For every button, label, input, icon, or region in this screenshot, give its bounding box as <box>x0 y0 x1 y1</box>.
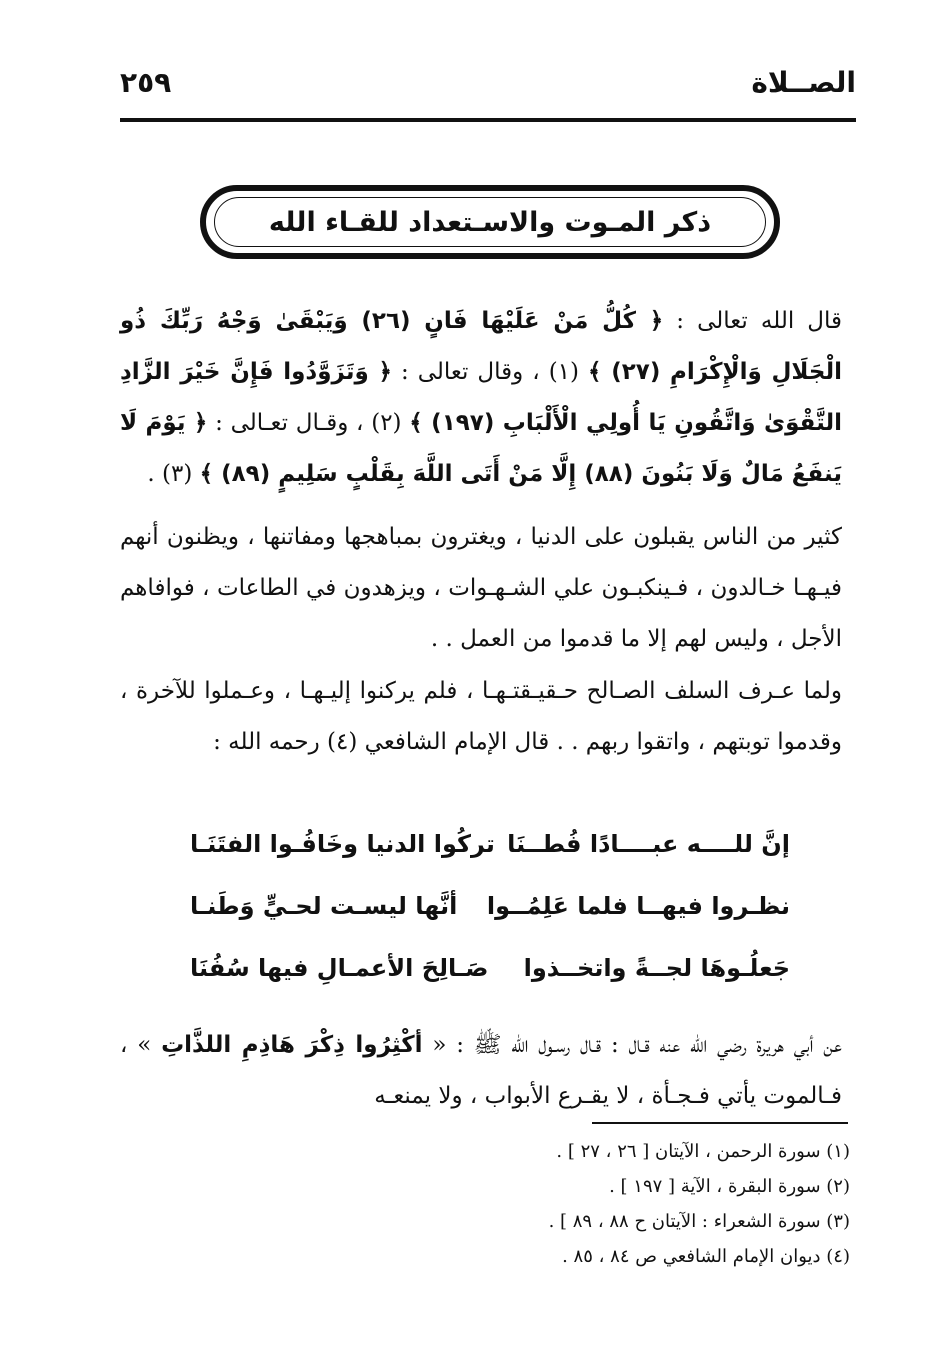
header-rule <box>120 118 856 122</box>
chapter-title: الصــلاة <box>751 65 856 99</box>
intro-text-4: (٣) . <box>147 461 200 487</box>
footnote-rule <box>592 1122 848 1124</box>
poem-hemistich-first: إنَّ للــــه عبــــادًا فُطــنَا <box>507 830 790 858</box>
paragraph-2: كثير من الناس يقبلون على الدنيا ، ويغترون بمباهجها ومفاتنها ، ويظنون أنهم فيـهـا خـالدون ، فـينكبـون علي الشـهـوات ، ويزهدون في الطاعات ، فوافاهم الأجل ، وليس لهم إلا ما قدموا من العمل . . <box>120 524 842 652</box>
intro-text-1: قال الله تعالى : <box>663 308 842 334</box>
section-title-frame <box>200 185 780 259</box>
intro-text-2: (١) ، وقال تعالى : <box>391 359 589 385</box>
hadith-continuation: » ، فـالموت يأتي فـجـأة ، لا يقـرع الأبواب ، ولا يمنعـه <box>120 1032 842 1109</box>
poem-hemistich-second: صَـالِحَ الأعمـالِ فيها سُفُنَا <box>190 954 489 982</box>
hadith-text: أكْثِرُوا ذِكْرَ هَاذِمِ اللذَّاتِ <box>161 1032 423 1058</box>
page-number: ٢٥٩ <box>120 65 172 99</box>
paragraph-quran-verses <box>120 296 842 500</box>
poem-line-3 <box>190 954 790 982</box>
poem-line-1 <box>190 830 790 858</box>
footnote-3: (٣) سورة الشعراء : الآيتان ح ٨٨ ، ٨٩ ] . <box>548 1211 850 1232</box>
paragraph-3: ولما عـرف السلف الصـالح حـقيـقتـهـا ، فلم يركنوا إليـهـا ، وعـملوا للآخرة ، وقدموا توبتهم ، واتقوا ربهم . . قال الإمام الشافعي (٤) رحمه الله : <box>120 678 842 755</box>
intro-text-3: (٢) ، وقـال تعـالى : <box>207 410 410 436</box>
poem-hemistich-first: جَعلُـوهَا لجــةً واتخــذوا <box>523 954 790 982</box>
poem-hemistich-second: تركُوا الدنيا وخَافُـوا الفتَنَـا <box>190 830 495 858</box>
page-header <box>120 62 856 102</box>
quran-verse-1: ﴿ كُلُّ مَنْ عَلَيْهَا فَانٍ (٢٦) وَيَبْقَىٰ وَجْهُ رَبِّكَ ذُو الْجَلَالِ وَالْإِكْرَامِ (٢٧) ﴾ <box>120 308 842 385</box>
quran-verse-2: ﴿ وَتَزَوَّدُوا فَإِنَّ خَيْرَ الزَّادِ التَّقْوَىٰ وَاتَّقُونِ يَا أُولِي الْأَلْبَابِ (١٩٧) ﴾ <box>120 359 843 436</box>
footnote-2: (٢) سورة البقرة ، الآية [ ١٩٧ ] . <box>609 1176 850 1197</box>
hadith-intro: عن أبي هريرة رضي الله عنه قـال : قـال رسـول الله ﷺ : « <box>422 1032 842 1058</box>
poem-line-2 <box>190 892 790 920</box>
section-title: ذكر المـوت والاسـتعداد للقـاء الله <box>268 206 712 238</box>
footnote-1: (١) سورة الرحمن ، الآيتان [ ٢٦ ، ٢٧ ] . <box>556 1141 850 1162</box>
quran-verse-3: ﴿ يَوْمَ لَا يَنفَعُ مَالٌ وَلَا بَنُونَ (٨٨) إِلَّا مَنْ أَتَى اللَّهَ بِقَلْبٍ سَلِيمٍ (٨٩) ﴾ <box>120 410 842 487</box>
poem-hemistich-second: أنَّها ليسـت لحـيٍّ وَطَنـا <box>190 892 458 920</box>
paragraph-hadith <box>120 1020 842 1122</box>
footnotes <box>400 1134 850 1274</box>
poem-hemistich-first: نظـروا فيهــا فلما عَلِمُــوا <box>486 892 790 920</box>
footnote-4: (٤) ديوان الإمام الشافعي ص ٨٤ ، ٨٥ . <box>562 1246 850 1267</box>
